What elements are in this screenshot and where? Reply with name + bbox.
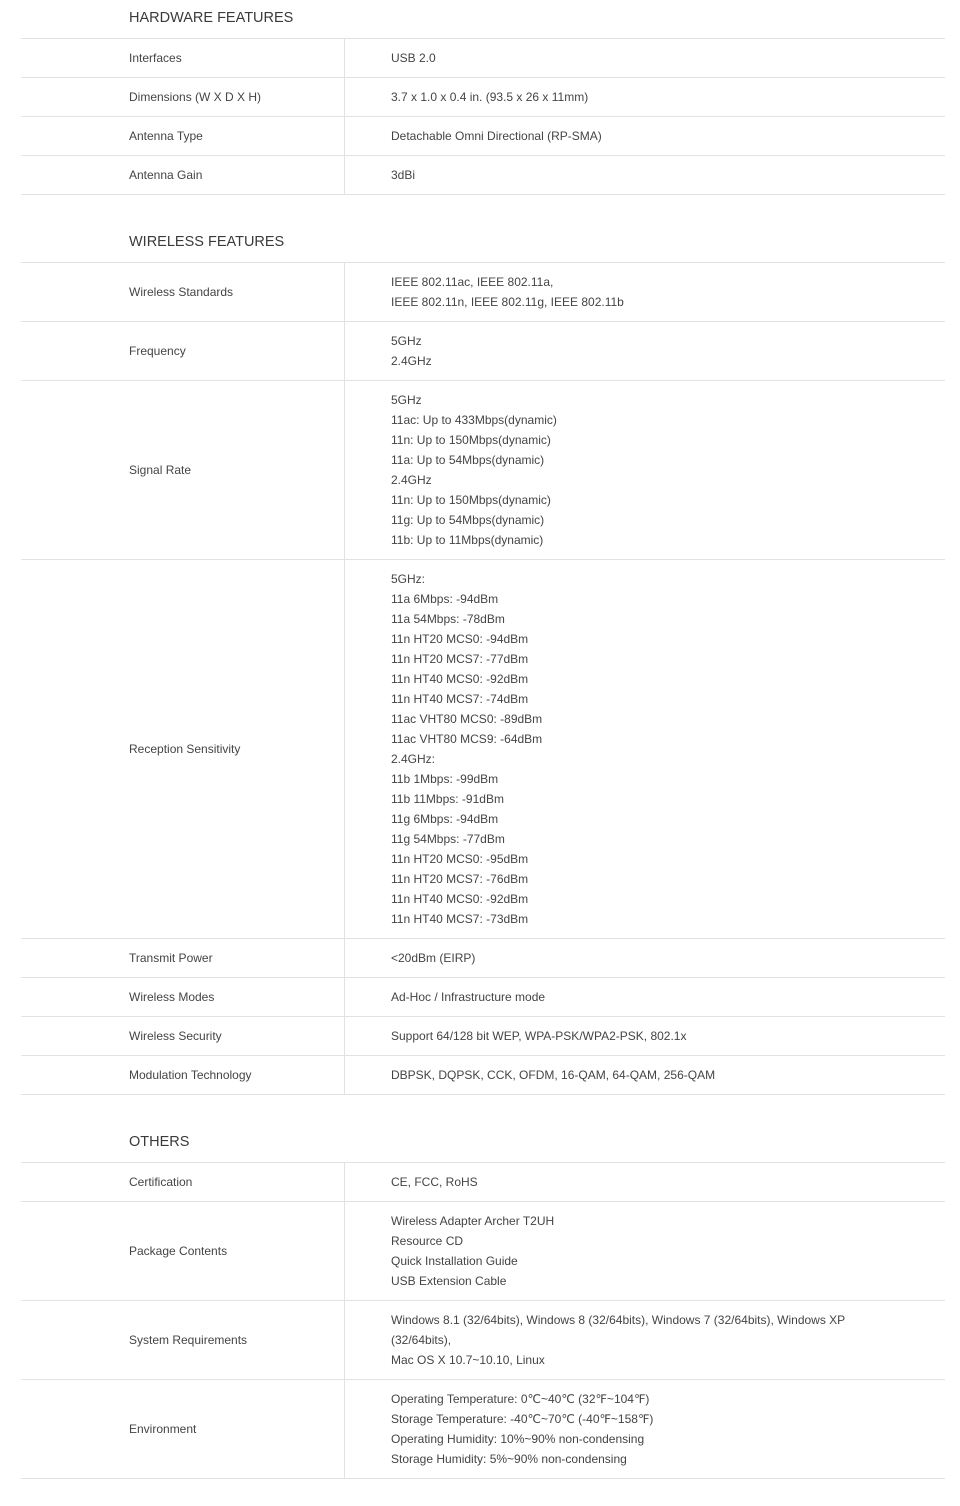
- spec-row-environment: [21, 1380, 945, 1479]
- spec-value-line: 11ac: Up to 433Mbps(dynamic): [391, 413, 557, 427]
- spec-value-line: 11ac VHT80 MCS9: -64dBm: [391, 732, 543, 746]
- spec-value-line: 5GHz: [391, 393, 422, 407]
- spec-value-line: 11ac VHT80 MCS0: -89dBm: [391, 712, 543, 726]
- spec-value-line: Mac OS X 10.7~10.10, Linux: [391, 1353, 545, 1367]
- spec-value: [345, 156, 945, 194]
- section-title: WIRELESS FEATURES: [21, 224, 945, 263]
- spec-row-package-contents: [21, 1202, 945, 1301]
- spec-value-line: 11n HT20 MCS0: -94dBm: [391, 632, 529, 646]
- spec-label: Frequency: [21, 322, 345, 380]
- spec-row-reception-sensitivity: [21, 560, 945, 939]
- spec-value: [345, 381, 945, 559]
- spec-value: [345, 263, 945, 321]
- spec-row-interfaces: [21, 39, 945, 78]
- spec-section-hardware-features: [21, 0, 945, 195]
- spec-value-line: 11g 54Mbps: -77dBm: [391, 832, 505, 846]
- spec-value-line: Detachable Omni Directional (RP-SMA): [391, 129, 602, 143]
- spec-label: Signal Rate: [21, 381, 345, 559]
- spec-value: [345, 978, 945, 1016]
- spec-value-line: 2.4GHz: [391, 473, 432, 487]
- spec-value-line: 2.4GHz:: [391, 752, 436, 766]
- spec-row-wireless-standards: [21, 263, 945, 322]
- spec-value-line: Storage Temperature: -40℃~70℃ (-40℉~158℉): [391, 1412, 654, 1426]
- spec-value: [345, 1380, 945, 1478]
- spec-value-line: 11n: Up to 150Mbps(dynamic): [391, 493, 551, 507]
- spec-value-line: Operating Temperature: 0℃~40℃ (32℉~104℉): [391, 1392, 650, 1406]
- spec-value-line: 3dBi: [391, 168, 416, 182]
- spec-value-line: 11n HT40 MCS7: -73dBm: [391, 912, 529, 926]
- spec-label: Interfaces: [21, 39, 345, 77]
- spec-label: System Requirements: [21, 1301, 345, 1379]
- spec-value-line: IEEE 802.11n, IEEE 802.11g, IEEE 802.11b: [391, 295, 624, 309]
- spec-row-antenna-gain: [21, 156, 945, 195]
- spec-value: [345, 1056, 945, 1094]
- spec-value-line: (32/64bits),: [391, 1333, 452, 1347]
- spec-label: Certification: [21, 1163, 345, 1201]
- spec-value: [345, 1163, 945, 1201]
- spec-value: [345, 1017, 945, 1055]
- spec-row-wireless-modes: [21, 978, 945, 1017]
- spec-label: Wireless Modes: [21, 978, 345, 1016]
- spec-value-line: 11n HT20 MCS7: -76dBm: [391, 872, 529, 886]
- spec-value-line: 11g: Up to 54Mbps(dynamic): [391, 513, 545, 527]
- spec-value-line: DBPSK, DQPSK, CCK, OFDM, 16-QAM, 64-QAM, 256-QAM: [391, 1068, 716, 1082]
- spec-row-frequency: [21, 322, 945, 381]
- spec-value-line: 11n: Up to 150Mbps(dynamic): [391, 433, 551, 447]
- spec-row-wireless-security: [21, 1017, 945, 1056]
- spec-value: [345, 39, 945, 77]
- spec-value-line: 11n HT20 MCS0: -95dBm: [391, 852, 529, 866]
- spec-value-line: Operating Humidity: 10%~90% non-condensing: [391, 1432, 645, 1446]
- spec-value-line: Storage Humidity: 5%~90% non-condensing: [391, 1452, 627, 1466]
- spec-row-signal-rate: [21, 381, 945, 560]
- spec-row-system-requirements: [21, 1301, 945, 1380]
- spec-value-line: 5GHz:: [391, 572, 426, 586]
- spec-value-line: <20dBm (EIRP): [391, 951, 476, 965]
- spec-label: Wireless Security: [21, 1017, 345, 1055]
- spec-label: Wireless Standards: [21, 263, 345, 321]
- spec-value: [345, 117, 945, 155]
- spec-label: Antenna Type: [21, 117, 345, 155]
- spec-label: Transmit Power: [21, 939, 345, 977]
- spec-row-modulation-technology: [21, 1056, 945, 1095]
- spec-value-line: 11n HT40 MCS7: -74dBm: [391, 692, 529, 706]
- spec-value-line: Ad-Hoc / Infrastructure mode: [391, 990, 546, 1004]
- spec-value-line: 11a: Up to 54Mbps(dynamic): [391, 453, 545, 467]
- spec-value-line: Resource CD: [391, 1234, 464, 1248]
- spec-value-line: 11n HT40 MCS0: -92dBm: [391, 672, 529, 686]
- spec-row-antenna-type: [21, 117, 945, 156]
- spec-value-line: 11b: Up to 11Mbps(dynamic): [391, 533, 544, 547]
- spec-value: [345, 78, 945, 116]
- spec-label: Dimensions (W X D X H): [21, 78, 345, 116]
- spec-row-dimensions-w-x-d-x-h: [21, 78, 945, 117]
- spec-value: [345, 322, 945, 380]
- spec-value-line: Support 64/128 bit WEP, WPA-PSK/WPA2-PSK, 802.1x: [391, 1029, 687, 1043]
- spec-value-line: 5GHz: [391, 334, 422, 348]
- spec-value-line: IEEE 802.11ac, IEEE 802.11a,: [391, 275, 554, 289]
- spec-value-line: CE, FCC, RoHS: [391, 1175, 478, 1189]
- spec-value-line: 11g 6Mbps: -94dBm: [391, 812, 499, 826]
- spec-label: Antenna Gain: [21, 156, 345, 194]
- spec-value: [345, 939, 945, 977]
- spec-value: [345, 560, 945, 938]
- spec-value-line: Wireless Adapter Archer T2UH: [391, 1214, 555, 1228]
- spec-value-line: 3.7 x 1.0 x 0.4 in. (93.5 x 26 x 11mm): [391, 90, 589, 104]
- spec-label: Environment: [21, 1380, 345, 1478]
- section-title: HARDWARE FEATURES: [21, 0, 945, 39]
- spec-value-line: 11n HT20 MCS7: -77dBm: [391, 652, 529, 666]
- spec-value-line: 11b 11Mbps: -91dBm: [391, 792, 504, 806]
- section-title: OTHERS: [21, 1124, 945, 1163]
- spec-label: Package Contents: [21, 1202, 345, 1300]
- spec-value: [345, 1301, 945, 1379]
- spec-value-line: 11a 6Mbps: -94dBm: [391, 592, 499, 606]
- spec-row-certification: [21, 1163, 945, 1202]
- spec-table: [21, 0, 945, 1479]
- spec-section-others: [21, 1124, 945, 1479]
- spec-label: Modulation Technology: [21, 1056, 345, 1094]
- spec-row-transmit-power: [21, 939, 945, 978]
- spec-value: [345, 1202, 945, 1300]
- spec-label: Reception Sensitivity: [21, 560, 345, 938]
- spec-value-line: 11n HT40 MCS0: -92dBm: [391, 892, 529, 906]
- spec-value-line: Quick Installation Guide: [391, 1254, 518, 1268]
- spec-section-wireless-features: [21, 224, 945, 1095]
- spec-value-line: 11b 1Mbps: -99dBm: [391, 772, 499, 786]
- spec-value-line: Windows 8.1 (32/64bits), Windows 8 (32/64bits), Windows 7 (32/64bits), Windows XP: [391, 1313, 846, 1327]
- spec-value-line: 2.4GHz: [391, 354, 432, 368]
- spec-value-line: USB 2.0: [391, 51, 436, 65]
- spec-value-line: USB Extension Cable: [391, 1274, 507, 1288]
- spec-value-line: 11a 54Mbps: -78dBm: [391, 612, 505, 626]
